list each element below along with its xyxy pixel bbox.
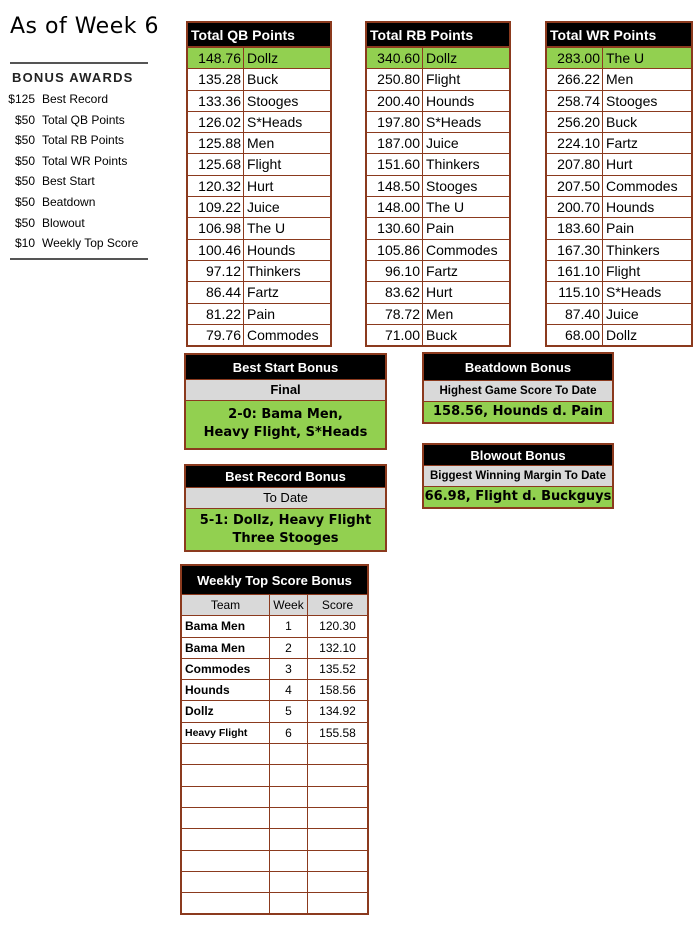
qb-points-team: Juice: [247, 199, 280, 216]
rb-points-row: [367, 260, 509, 281]
rb-points-value: 151.60: [367, 154, 423, 174]
best-start-subtitle: Final: [186, 379, 385, 400]
weekly-score: 155.58: [319, 725, 356, 740]
wr-points-row: [547, 260, 691, 281]
weekly-week: [270, 744, 308, 764]
weekly-row: [182, 615, 367, 636]
rb-points-team: Commodes: [426, 241, 498, 258]
bonus-award-item: [10, 213, 148, 234]
weekly-empty-row: [182, 743, 367, 764]
rb-points-value: 148.50: [367, 176, 423, 196]
blowout-result: 66.98, Flight d. Buckguys: [424, 486, 612, 507]
wr-points-team: Men: [606, 71, 634, 88]
qb-points-table: [186, 21, 332, 347]
qb-points-value: 120.32: [188, 176, 244, 196]
wr-points-table: [545, 21, 693, 347]
weekly-header-team: Team: [182, 595, 270, 615]
bonus-award-item: [10, 192, 148, 213]
bonus-awards-list: [10, 89, 148, 254]
wr-points-row: [547, 48, 691, 68]
rb-points-title: Total RB Points: [367, 23, 509, 48]
rb-points-row: [367, 111, 509, 132]
bonus-award-item: [10, 89, 148, 110]
wr-points-title: Total WR Points: [547, 23, 691, 48]
rb-points-row: [367, 48, 509, 68]
wr-points-team: S*Heads: [606, 284, 662, 301]
best-record-result: [186, 508, 385, 550]
weekly-row: [182, 637, 367, 658]
bonus-award-label: Best Start: [42, 174, 95, 189]
rb-points-team: Hounds: [426, 92, 475, 109]
bonus-award-amount: $50: [14, 174, 35, 189]
rb-points-value: 105.86: [367, 240, 423, 260]
qb-points-team: The U: [247, 220, 286, 237]
weekly-row: [182, 658, 367, 679]
qb-points-team: Men: [247, 135, 275, 152]
qb-points-value: 125.68: [188, 154, 244, 174]
wr-points-row: [547, 90, 691, 111]
weekly-score: [308, 787, 367, 807]
rb-points-row: [367, 196, 509, 217]
rb-points-row: [367, 90, 509, 111]
bonus-award-item: [10, 233, 148, 254]
qb-points-value: 100.46: [188, 240, 244, 260]
qb-points-value: 97.12: [188, 261, 244, 281]
rb-points-value: 250.80: [367, 69, 423, 89]
bonus-awards-panel: [10, 62, 148, 260]
qb-points-row: [188, 132, 330, 153]
bonus-award-amount: $50: [14, 153, 35, 168]
weekly-score: [308, 765, 367, 785]
rb-points-row: [367, 239, 509, 260]
weekly-team: [182, 829, 270, 849]
wr-points-row: [547, 68, 691, 89]
qb-points-team: Pain: [247, 305, 276, 322]
bonus-award-item: [10, 151, 148, 172]
wr-points-team: Dollz: [606, 326, 638, 343]
beatdown-card: [422, 352, 614, 424]
qb-points-value: 125.88: [188, 133, 244, 153]
bonus-award-amount: $10: [14, 236, 35, 251]
wr-points-team: Buck: [606, 113, 638, 130]
qb-points-team: Thinkers: [247, 262, 301, 279]
qb-points-value: 79.76: [188, 325, 244, 345]
qb-points-row: [188, 68, 330, 89]
wr-points-row: [547, 111, 691, 132]
rb-points-row: [367, 175, 509, 196]
weekly-week: [270, 872, 308, 892]
divider: [10, 258, 148, 260]
rb-points-value: 130.60: [367, 218, 423, 238]
rb-points-value: 197.80: [367, 112, 423, 132]
weekly-row: [182, 722, 367, 743]
weekly-score: 135.52: [319, 661, 356, 676]
rb-points-team: Hurt: [426, 284, 453, 301]
qb-points-row: [188, 260, 330, 281]
weekly-week: 2: [270, 638, 308, 658]
weekly-score: 120.30: [319, 619, 356, 634]
wr-points-value: 207.50: [547, 176, 603, 196]
qb-points-row: [188, 239, 330, 260]
rb-points-value: 96.10: [367, 261, 423, 281]
weekly-team: Commodes: [182, 659, 270, 679]
qb-points-team: Stooges: [247, 92, 299, 109]
rb-points-row: [367, 132, 509, 153]
best-start-title: Best Start Bonus: [186, 355, 385, 379]
rb-points-team: Juice: [426, 135, 459, 152]
beatdown-result: 158.56, Hounds d. Pain: [424, 401, 612, 422]
weekly-team: [182, 872, 270, 892]
qb-points-team: S*Heads: [247, 113, 303, 130]
wr-points-value: 183.60: [547, 218, 603, 238]
weekly-team: [182, 893, 270, 913]
rb-points-row: [367, 153, 509, 174]
qb-points-row: [188, 48, 330, 68]
wr-points-value: 224.10: [547, 133, 603, 153]
qb-points-value: 109.22: [188, 197, 244, 217]
qb-points-value: 81.22: [188, 304, 244, 324]
weekly-header-score: Score: [321, 598, 354, 612]
wr-points-team: Fartz: [606, 135, 638, 152]
weekly-score: 132.10: [319, 640, 356, 655]
best-record-line1: 5-1: Dollz, Heavy Flight: [199, 513, 372, 528]
wr-points-value: 68.00: [547, 325, 603, 345]
qb-points-row: [188, 217, 330, 238]
weekly-week: [270, 851, 308, 871]
weekly-score: [308, 808, 367, 828]
rb-points-value: 200.40: [367, 91, 423, 111]
weekly-team: Bama Men: [182, 616, 270, 636]
weekly-empty-row: [182, 892, 367, 913]
weekly-week: 4: [270, 680, 308, 700]
weekly-week: [270, 829, 308, 849]
bonus-award-item: [10, 130, 148, 151]
qb-points-value: 148.76: [188, 48, 244, 68]
qb-points-team: Buck: [247, 71, 279, 88]
best-record-subtitle: To Date: [186, 487, 385, 508]
qb-points-team: Fartz: [247, 284, 279, 301]
wr-points-value: 256.20: [547, 112, 603, 132]
wr-points-value: 266.22: [547, 69, 603, 89]
wr-points-team: Thinkers: [606, 241, 660, 258]
wr-points-team: Stooges: [606, 92, 658, 109]
weekly-week: 6: [270, 723, 308, 743]
bonus-award-label: Total RB Points: [42, 133, 125, 148]
qb-points-row: [188, 90, 330, 111]
qb-points-row: [188, 324, 330, 345]
weekly-team: [182, 744, 270, 764]
weekly-empty-row: [182, 786, 367, 807]
qb-points-value: 133.36: [188, 91, 244, 111]
blowout-subtitle: Biggest Winning Margin To Date: [424, 465, 612, 486]
qb-points-team: Flight: [247, 156, 282, 173]
qb-points-row: [188, 175, 330, 196]
wr-points-row: [547, 281, 691, 302]
best-start-line2: Heavy Flight, S*Heads: [203, 425, 368, 440]
rb-points-row: [367, 281, 509, 302]
bonus-award-label: Blowout: [42, 215, 85, 230]
best-start-result: [186, 400, 385, 448]
wr-points-team: Juice: [606, 305, 639, 322]
weekly-empty-row: [182, 764, 367, 785]
rb-points-value: 83.62: [367, 282, 423, 302]
weekly-header-week: Week: [270, 595, 308, 615]
weekly-score: [308, 872, 367, 892]
page-title: As of Week 6: [10, 14, 159, 39]
wr-points-team: Commodes: [606, 177, 678, 194]
bonus-award-amount: $50: [14, 215, 35, 230]
wr-points-row: [547, 175, 691, 196]
weekly-team: [182, 808, 270, 828]
wr-points-value: 115.10: [547, 282, 603, 302]
qb-points-row: [188, 281, 330, 302]
rb-points-team: Buck: [426, 326, 458, 343]
wr-points-value: 258.74: [547, 91, 603, 111]
best-start-line1: 2-0: Bama Men,: [228, 407, 343, 422]
qb-points-row: [188, 303, 330, 324]
wr-points-value: 167.30: [547, 240, 603, 260]
qb-points-value: 126.02: [188, 112, 244, 132]
bonus-award-label: Total QB Points: [42, 112, 125, 127]
rb-points-team: Dollz: [426, 50, 458, 66]
weekly-top-score-table: [180, 564, 369, 915]
blowout-title: Blowout Bonus: [424, 445, 612, 465]
wr-points-team: Hounds: [606, 199, 655, 216]
weekly-team: Hounds: [182, 680, 270, 700]
rb-points-table: [365, 21, 511, 347]
weekly-empty-row: [182, 807, 367, 828]
weekly-week: 5: [270, 701, 308, 721]
rb-points-team: Men: [426, 305, 454, 322]
wr-points-value: 283.00: [547, 48, 603, 68]
wr-points-row: [547, 217, 691, 238]
weekly-week: [270, 893, 308, 913]
weekly-week: [270, 787, 308, 807]
wr-points-team: The U: [606, 50, 645, 66]
qb-points-value: 106.98: [188, 218, 244, 238]
rb-points-row: [367, 217, 509, 238]
rb-points-team: Stooges: [426, 177, 478, 194]
wr-points-row: [547, 239, 691, 260]
rb-points-team: The U: [426, 199, 465, 216]
rb-points-value: 187.00: [367, 133, 423, 153]
weekly-row: [182, 700, 367, 721]
qb-points-title: Total QB Points: [188, 23, 330, 48]
bonus-award-amount: $50: [14, 133, 35, 148]
rb-points-row: [367, 68, 509, 89]
weekly-score: 134.92: [319, 704, 356, 719]
qb-points-row: [188, 196, 330, 217]
qb-points-value: 86.44: [188, 282, 244, 302]
wr-points-row: [547, 303, 691, 324]
weekly-team: Heavy Flight: [182, 723, 270, 743]
wr-points-row: [547, 153, 691, 174]
rb-points-team: Flight: [426, 71, 461, 88]
wr-points-team: Flight: [606, 262, 641, 279]
bonus-award-label: Best Record: [42, 92, 109, 106]
wr-points-value: 207.80: [547, 154, 603, 174]
qb-points-team: Hounds: [247, 241, 296, 258]
weekly-team: [182, 765, 270, 785]
beatdown-title: Beatdown Bonus: [424, 354, 612, 380]
best-record-line2: Three Stooges: [232, 531, 339, 546]
bonus-award-item: [10, 110, 148, 131]
bonus-award-label: Total WR Points: [42, 153, 128, 168]
rb-points-value: 78.72: [367, 304, 423, 324]
wr-points-team: Hurt: [606, 156, 633, 173]
bonus-awards-heading: BONUS AWARDS: [12, 70, 134, 85]
beatdown-subtitle: Highest Game Score To Date: [424, 380, 612, 401]
weekly-team: Bama Men: [182, 638, 270, 658]
weekly-score: [308, 893, 367, 913]
qb-points-value: 135.28: [188, 69, 244, 89]
wr-points-team: Pain: [606, 220, 635, 237]
best-record-card: [184, 464, 387, 552]
rb-points-team: Fartz: [426, 262, 458, 279]
wr-points-row: [547, 196, 691, 217]
best-start-card: [184, 353, 387, 450]
weekly-week: 3: [270, 659, 308, 679]
qb-points-row: [188, 111, 330, 132]
rb-points-value: 148.00: [367, 197, 423, 217]
weekly-week: [270, 808, 308, 828]
qb-points-team: Dollz: [247, 50, 279, 66]
wr-points-value: 87.40: [547, 304, 603, 324]
rb-points-row: [367, 303, 509, 324]
rb-points-value: 340.60: [367, 48, 423, 68]
weekly-top-score-title: Weekly Top Score Bonus: [182, 566, 367, 594]
bonus-award-item: [10, 171, 148, 192]
weekly-empty-row: [182, 871, 367, 892]
qb-points-row: [188, 153, 330, 174]
wr-points-value: 200.70: [547, 197, 603, 217]
rb-points-value: 71.00: [367, 325, 423, 345]
bonus-award-label: Weekly Top Score: [42, 236, 139, 251]
rb-points-team: S*Heads: [426, 113, 482, 130]
wr-points-value: 161.10: [547, 261, 603, 281]
weekly-score: [308, 851, 367, 871]
bonus-award-amount: $50: [14, 194, 35, 209]
weekly-team: Dollz: [182, 701, 270, 721]
rb-points-team: Pain: [426, 220, 455, 237]
weekly-score: [308, 744, 367, 764]
best-record-title: Best Record Bonus: [186, 466, 385, 487]
bonus-award-amount: $125: [8, 92, 35, 106]
weekly-team: [182, 851, 270, 871]
qb-points-team: Commodes: [247, 326, 319, 343]
weekly-row: [182, 679, 367, 700]
weekly-header-row: [182, 594, 367, 615]
weekly-score: 158.56: [319, 683, 356, 698]
weekly-week: [270, 765, 308, 785]
rb-points-team: Thinkers: [426, 156, 480, 173]
wr-points-row: [547, 324, 691, 345]
qb-points-team: Hurt: [247, 177, 274, 194]
bonus-award-label: Beatdown: [42, 194, 96, 209]
rb-points-row: [367, 324, 509, 345]
weekly-score: [308, 829, 367, 849]
weekly-team: [182, 787, 270, 807]
weekly-empty-row: [182, 850, 367, 871]
wr-points-row: [547, 132, 691, 153]
weekly-week: 1: [270, 616, 308, 636]
blowout-card: [422, 443, 614, 509]
bonus-award-amount: $50: [14, 112, 35, 127]
weekly-empty-row: [182, 828, 367, 849]
